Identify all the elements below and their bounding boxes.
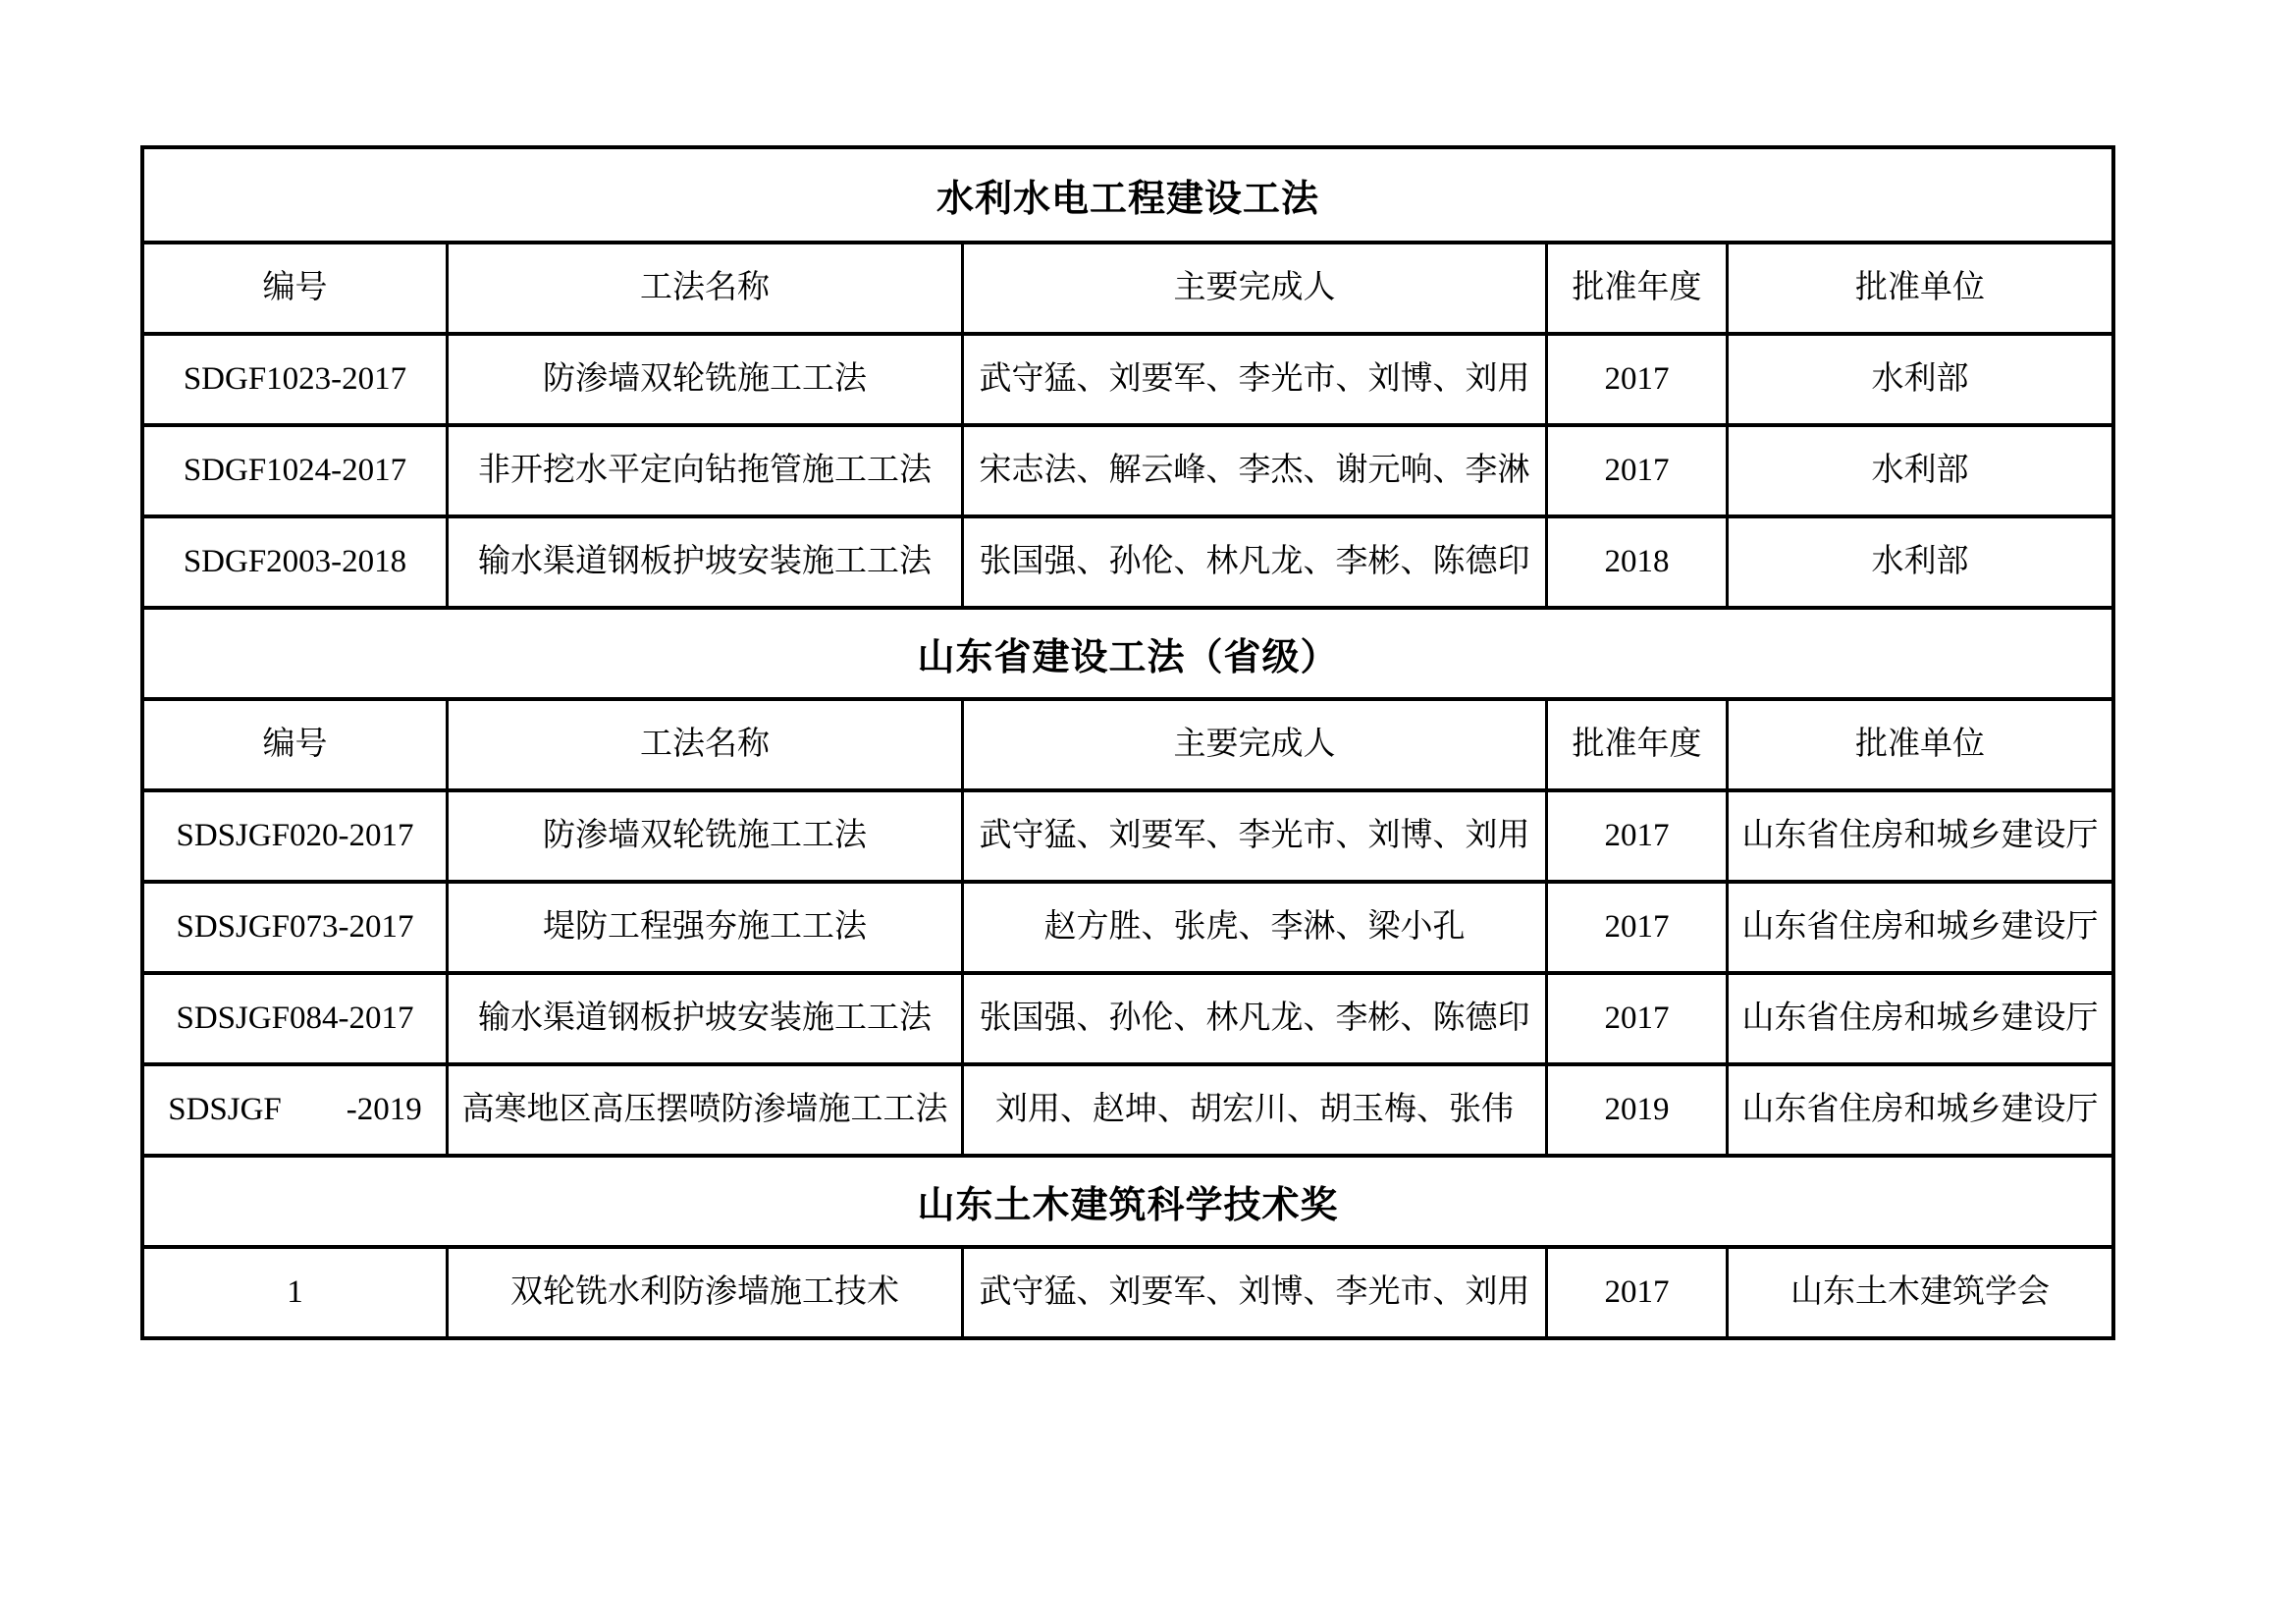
column-header-cell-method-name: 工法名称 (446, 701, 961, 788)
section-title: 山东省建设工法（省级） (917, 637, 1339, 678)
cell-contributors: 武守猛、刘要军、刘博、李光市、刘用 (961, 1249, 1545, 1336)
column-header-cell-unit: 批准单位 (1726, 701, 2111, 788)
column-header-cell-unit: 批准单位 (1726, 244, 2111, 332)
table-row (144, 880, 2111, 971)
section-title-row (144, 606, 2111, 697)
table-row (144, 788, 2111, 880)
cell-method-name: 高寒地区高压摆喷防渗墙施工工法 (446, 1066, 961, 1154)
cell-unit: 水利部 (1726, 336, 2111, 423)
cell-year: 2017 (1545, 1249, 1726, 1336)
cell-unit: 山东省住房和城乡建设厅 (1726, 1066, 2111, 1154)
table-row (144, 332, 2111, 423)
column-header-cell-code: 编号 (262, 269, 328, 305)
cell-code: SDGF2003-2018 (183, 543, 407, 579)
section-title-row (144, 1154, 2111, 1245)
cell-method-name: 输水渠道钢板护坡安装施工工法 (446, 975, 961, 1062)
cell-unit: 山东省住房和城乡建设厅 (1726, 884, 2111, 971)
cell-method-name: 防渗墙双轮铣施工工法 (446, 336, 961, 423)
column-header-cell-year: 批准年度 (1545, 701, 1726, 788)
column-header-row (144, 241, 2111, 332)
cell-contributors: 武守猛、刘要军、李光市、刘博、刘用 (961, 792, 1545, 880)
cell-contributors: 刘用、赵坤、胡宏川、胡玉梅、张伟 (961, 1066, 1545, 1154)
column-header-cell-code: 编号 (262, 726, 328, 762)
cell-year: 2017 (1545, 884, 1726, 971)
cell-year: 2017 (1545, 975, 1726, 1062)
table-row (144, 971, 2111, 1062)
column-header-row (144, 697, 2111, 788)
cell-code: SDGF1024-2017 (183, 452, 407, 488)
section-title: 山东土木建筑科学技术奖 (917, 1185, 1339, 1226)
cell-year: 2019 (1545, 1066, 1726, 1154)
cell-method-name: 防渗墙双轮铣施工工法 (446, 792, 961, 880)
table-row (144, 1062, 2111, 1154)
section-title: 水利水电工程建设工法 (935, 179, 1319, 220)
cell-unit: 山东省住房和城乡建设厅 (1726, 975, 2111, 1062)
cell-code: SDSJGF020-2017 (176, 817, 414, 853)
cell-contributors: 张国强、孙伦、林凡龙、李彬、陈德印 (961, 518, 1545, 606)
column-header-cell-year: 批准年度 (1545, 244, 1726, 332)
cell-code: SDSJGF -2019 (168, 1091, 422, 1127)
cell-unit: 水利部 (1726, 518, 2111, 606)
construction-methods-table (140, 145, 2115, 1340)
cell-code: SDSJGF073-2017 (176, 908, 414, 945)
cell-year: 2018 (1545, 518, 1726, 606)
column-header-cell-contributors: 主要完成人 (961, 244, 1545, 332)
cell-unit: 山东省住房和城乡建设厅 (1726, 792, 2111, 880)
table-row (144, 514, 2111, 606)
table-row (144, 1245, 2111, 1336)
cell-year: 2017 (1545, 427, 1726, 514)
cell-method-name: 双轮铣水利防渗墙施工技术 (446, 1249, 961, 1336)
cell-year: 2017 (1545, 792, 1726, 880)
cell-code: SDSJGF084-2017 (176, 1000, 414, 1036)
cell-contributors: 宋志法、解云峰、李杰、谢元响、李淋 (961, 427, 1545, 514)
cell-year: 2017 (1545, 336, 1726, 423)
cell-unit: 山东土木建筑学会 (1726, 1249, 2111, 1336)
cell-code: SDGF1023-2017 (183, 360, 407, 397)
cell-contributors: 张国强、孙伦、林凡龙、李彬、陈德印 (961, 975, 1545, 1062)
cell-method-name: 非开挖水平定向钻拖管施工工法 (446, 427, 961, 514)
column-header-cell-method-name: 工法名称 (446, 244, 961, 332)
table-row (144, 423, 2111, 514)
cell-method-name: 输水渠道钢板护坡安装施工工法 (446, 518, 961, 606)
cell-contributors: 赵方胜、张虎、李淋、梁小孔 (961, 884, 1545, 971)
cell-unit: 水利部 (1726, 427, 2111, 514)
cell-code: 1 (287, 1273, 303, 1310)
section-title-row (144, 149, 2111, 241)
cell-method-name: 堤防工程强夯施工工法 (446, 884, 961, 971)
cell-contributors: 武守猛、刘要军、李光市、刘博、刘用 (961, 336, 1545, 423)
column-header-cell-contributors: 主要完成人 (961, 701, 1545, 788)
